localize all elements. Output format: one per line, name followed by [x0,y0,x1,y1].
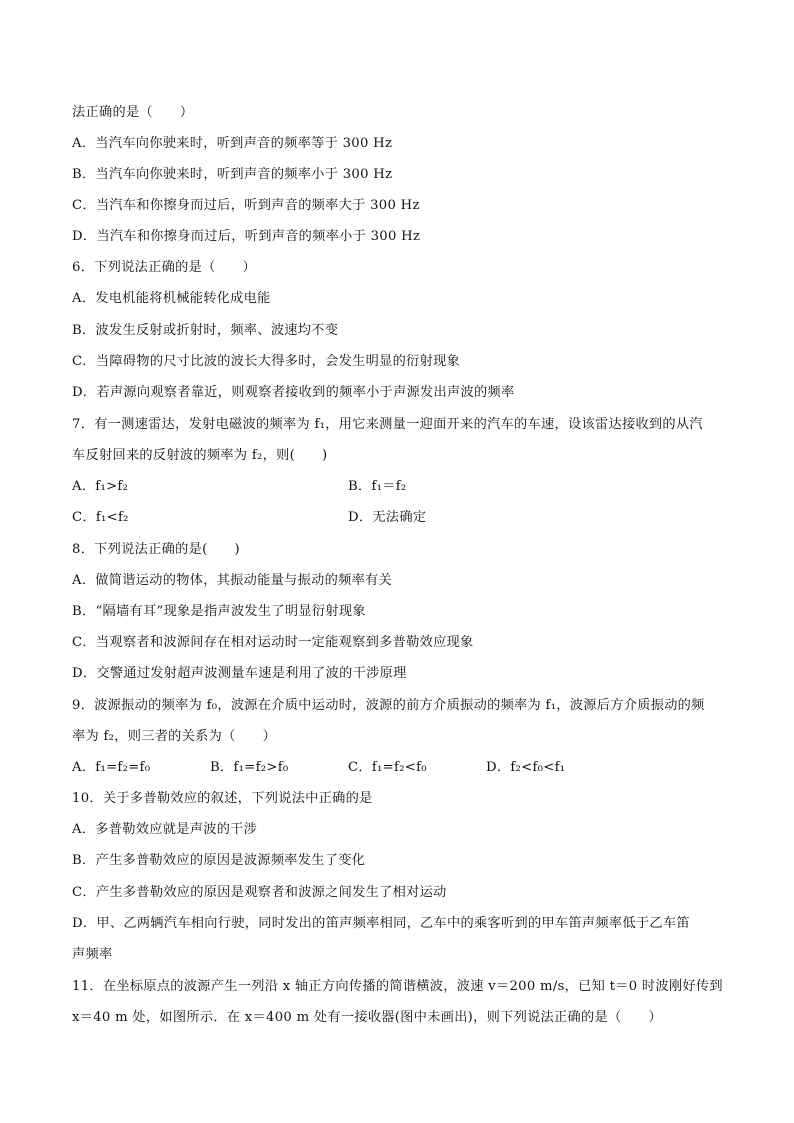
q10-option-b: B．产生多普勒效应的原因是波源频率发生了变化 [72,853,366,868]
q9-option-a: A．f₁=f₂=f₀ [72,760,151,775]
q7-stem-line1: 7．有一测速雷达，发射电磁波的频率为 f₁，用它来测量一迎面开来的汽车的车速，设该雷达接收到的从汽 [72,417,703,432]
q9-option-d: D．f₂<f₀<f₁ [486,760,566,775]
q7-option-b: B．f₁＝f₂ [348,479,407,494]
q9-stem-line1: 9．波源振动的频率为 f₀，波源在介质中运动时，波源的前方介质振动的频率为 f₁，波源后方介质振动的频 [72,698,705,713]
q9-option-c: C．f₁=f₂<f₀ [348,760,427,775]
q11-stem-line1: 11．在坐标原点的波源产生一列沿 x 轴正方向传播的简谐横波，波速 v＝200 m/s，已知 t＝0 时波刚好传到 [72,979,723,994]
q5-option-b: B．当汽车向你驶来时，听到声音的频率小于 300 Hz [72,167,393,182]
q9-option-b: B．f₁=f₂>f₀ [210,760,289,775]
q10-stem: 10．关于多普勒效应的叙述，下列说法中正确的是 [72,791,373,806]
q9-stem-line2: 率为 f₂，则三者的关系为（ ） [72,729,277,744]
q7-option-a: A．f₁>f₂ [72,479,129,494]
q6-option-c: C．当障碍物的尺寸比波的波长大得多时，会发生明显的衍射现象 [72,354,461,369]
q7-stem-line2: 车反射回来的反射波的频率为 f₂，则( ) [72,448,328,463]
q6-option-a: A．发电机能将机械能转化成电能 [72,291,271,306]
q10-option-c: C．产生多普勒效应的原因是观察者和波源之间发生了相对运动 [72,885,447,900]
q8-option-d: D．交警通过发射超声波测量车速是利用了波的干涉原理 [72,666,407,681]
q5-option-c: C．当汽车和你擦身而过后，听到声音的频率大于 300 Hz [72,198,420,213]
q8-option-b: B．“隔墙有耳”现象是指声波发生了明显衍射现象 [72,604,366,619]
q10-option-a: A．多普勒效应就是声波的干涉 [72,822,258,837]
q5-stem-tail: 法正确的是（ ） [72,105,194,120]
q8-option-c: C．当观察者和波源间存在相对运动时一定能观察到多普勒效应现象 [72,635,474,650]
q6-option-b: B．波发生反射或折射时，频率、波速均不变 [72,323,339,338]
q10-option-d-line1: D．甲、乙两辆汽车相向行驶，同时发出的笛声频率相同，乙车中的乘客听到的甲车笛声频率低于乙车笛 [72,916,690,931]
q5-option-d: D．当汽车和你擦身而过后，听到声音的频率小于 300 Hz [72,229,421,244]
q8-stem: 8．下列说法正确的是( ) [72,542,240,557]
q7-option-c: C．f₁<f₂ [72,510,129,525]
q8-option-a: A．做简谐运动的物体，其振动能量与振动的频率有关 [72,573,393,588]
q11-stem-line2: x＝40 m 处，如图所示．在 x＝400 m 处有一接收器(图中未画出)，则下列说法正确的是（ ） [72,1010,662,1025]
q10-option-d-line2: 声频率 [72,947,113,962]
q6-stem: 6．下列说法正确的是（ ） [72,260,257,275]
q7-option-d: D．无法确定 [348,510,427,525]
q6-option-d: D．若声源向观察者靠近，则观察者接收到的频率小于声源发出声波的频率 [72,385,515,400]
q5-option-a: A．当汽车向你驶来时，听到声音的频率等于 300 Hz [72,136,393,151]
